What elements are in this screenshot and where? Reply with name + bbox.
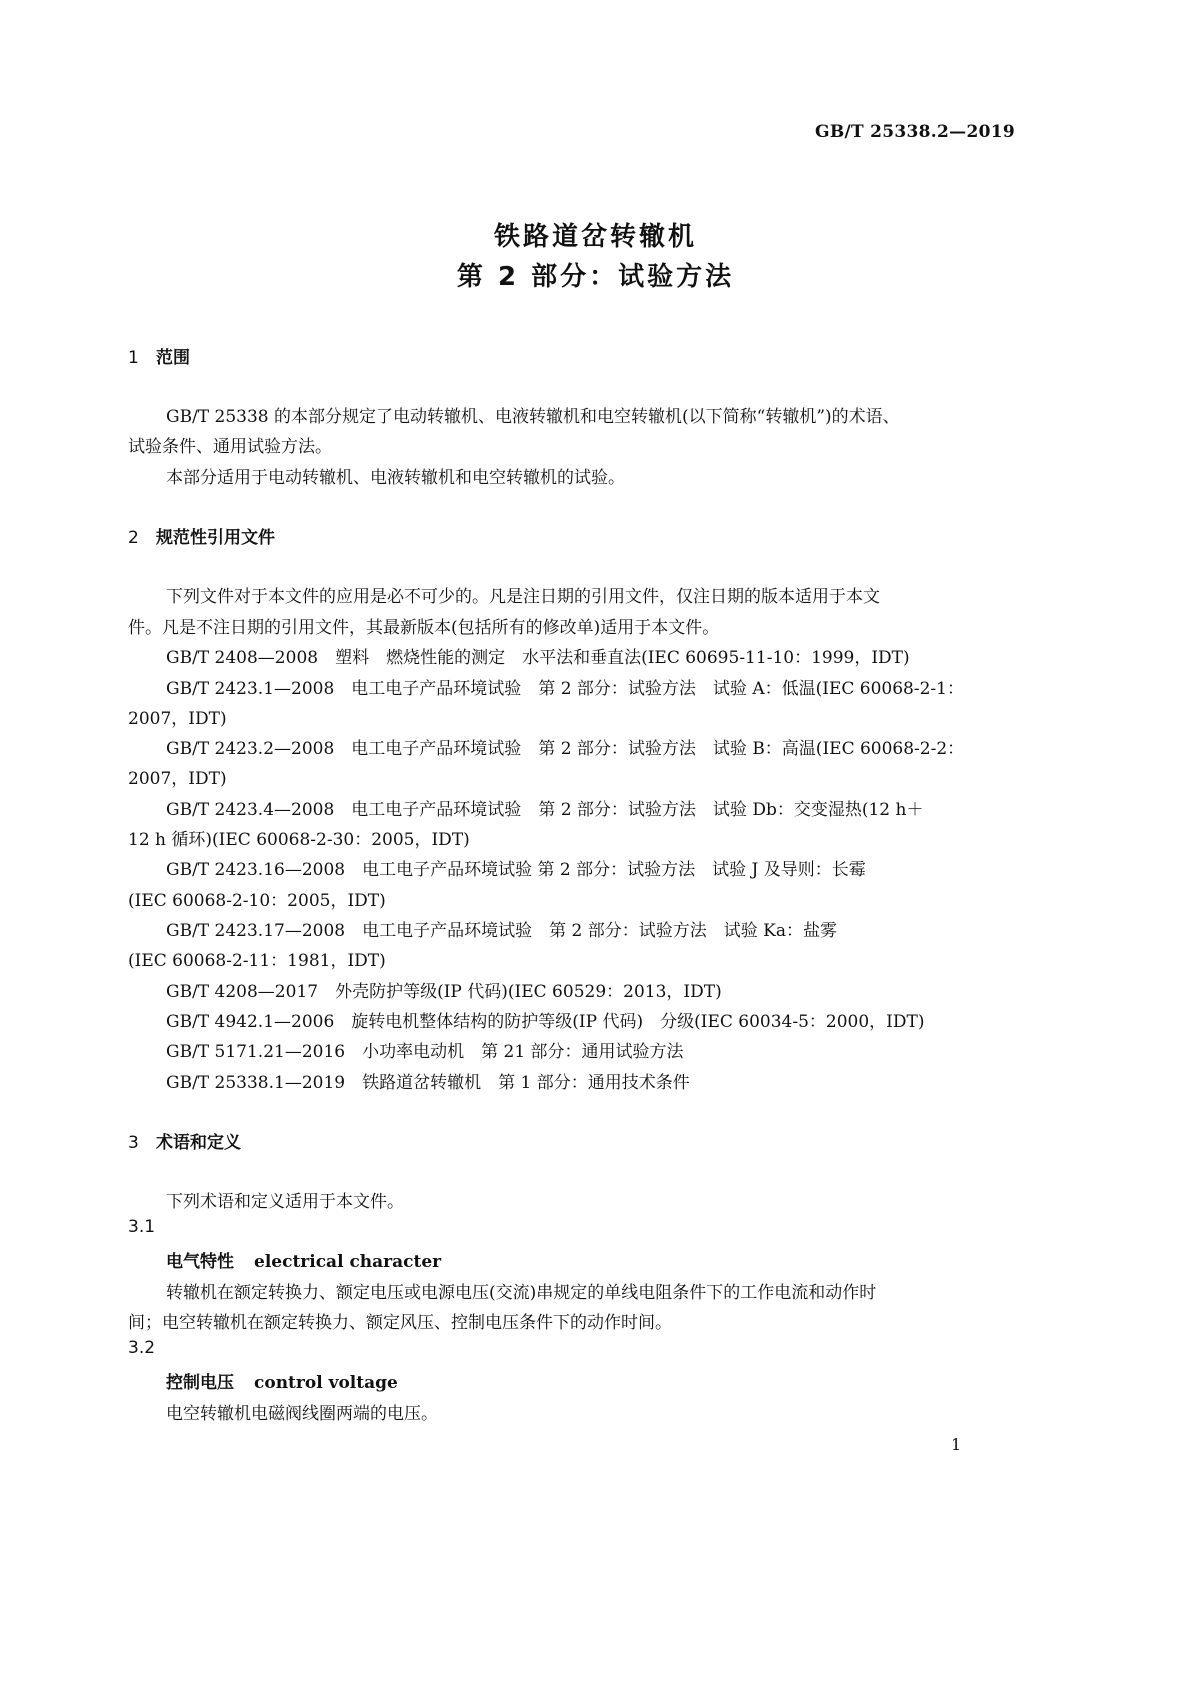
- section-2-heading: [128, 523, 275, 548]
- paragraph-line: 试验条件、通用试验方法。: [128, 437, 332, 457]
- reference-line: GB/T 5171.21—2016 小功率电动机 第 21 部分：通用试验方法: [166, 1042, 684, 1062]
- section-number: 1: [128, 348, 139, 368]
- paragraph-line: 下列术语和定义适用于本文件。: [166, 1192, 404, 1212]
- term-english: electrical character: [254, 1252, 442, 1272]
- document-subtitle: 第 2 部分：试验方法: [456, 262, 735, 292]
- definition-line: 转辙机在额定转换力、额定电压或电源电压(交流)串规定的单线电阻条件下的工作电流和动作时: [166, 1283, 877, 1303]
- term-chinese: 电气特性: [166, 1252, 234, 1272]
- reference-line: 12 h 循环)(IEC 60068-2-30：2005，IDT): [128, 830, 470, 850]
- reference-line: GB/T 2423.16—2008 电工电子产品环境试验 第 2 部分：试验方法 试验 J 及导则：长霉: [166, 860, 866, 880]
- reference-line: GB/T 4942.1—2006 旋转电机整体结构的防护等级(IP 代码) 分级(IEC 60034-5：2000，IDT): [166, 1012, 925, 1032]
- reference-line: GB/T 4208—2017 外壳防护等级(IP 代码)(IEC 60529：2013，IDT): [166, 982, 722, 1002]
- section-number: 3: [128, 1133, 139, 1153]
- definition-line: 间；电空转辙机在额定转换力、额定风压、控制电压条件下的动作时间。: [128, 1313, 672, 1333]
- reference-line: GB/T 2408—2008 塑料 燃烧性能的测定 水平法和垂直法(IEC 60695-11-10：1999，IDT): [166, 648, 910, 668]
- standard-code: GB/T 25338.2—2019: [815, 122, 1015, 142]
- section-title: 术语和定义: [156, 1133, 241, 1153]
- term-entry: [166, 1368, 398, 1393]
- clause-number: 3.2: [128, 1338, 156, 1358]
- paragraph-line: 本部分适用于电动转辙机、电液转辙机和电空转辙机的试验。: [166, 468, 625, 488]
- term-english: control voltage: [254, 1373, 398, 1393]
- term-chinese: 控制电压: [166, 1373, 234, 1393]
- paragraph-line: 下列文件对于本文件的应用是必不可少的。凡是注日期的引用文件，仅注日期的版本适用于本文: [166, 587, 880, 607]
- reference-line: GB/T 2423.4—2008 电工电子产品环境试验 第 2 部分：试验方法 试验 Db：交变湿热(12 h＋: [166, 800, 924, 820]
- reference-line: 2007，IDT): [128, 769, 227, 789]
- section-number: 2: [128, 528, 139, 548]
- section-3-heading: [128, 1128, 241, 1153]
- section-title: 范围: [156, 348, 190, 368]
- term-entry: [166, 1247, 441, 1272]
- reference-line: (IEC 60068-2-11：1981，IDT): [128, 951, 386, 971]
- section-1-heading: [128, 343, 190, 368]
- definition-line: 电空转辙机电磁阀线圈两端的电压。: [166, 1404, 438, 1424]
- clause-number: 3.1: [128, 1217, 156, 1237]
- reference-line: GB/T 2423.2—2008 电工电子产品环境试验 第 2 部分：试验方法 试验 B：高温(IEC 60068-2-2：: [166, 739, 965, 759]
- reference-line: GB/T 25338.1—2019 铁路道岔转辙机 第 1 部分：通用技术条件: [166, 1073, 690, 1093]
- paragraph-line: 件。凡是不注日期的引用文件，其最新版本(包括所有的修改单)适用于本文件。: [128, 618, 720, 638]
- reference-line: (IEC 60068-2-10：2005，IDT): [128, 891, 386, 911]
- paragraph-line: GB/T 25338 的本部分规定了电动转辙机、电液转辙机和电空转辙机(以下简称“转辙机”)的术语、: [166, 407, 900, 427]
- reference-line: GB/T 2423.17—2008 电工电子产品环境试验 第 2 部分：试验方法 试验 Ka：盐雾: [166, 921, 837, 941]
- reference-line: 2007，IDT): [128, 709, 227, 729]
- section-title: 规范性引用文件: [156, 528, 275, 548]
- page-number: 1: [951, 1435, 962, 1454]
- reference-line: GB/T 2423.1—2008 电工电子产品环境试验 第 2 部分：试验方法 试验 A：低温(IEC 60068-2-1：: [166, 679, 964, 699]
- document-title: 铁路道岔转辙机: [493, 222, 697, 252]
